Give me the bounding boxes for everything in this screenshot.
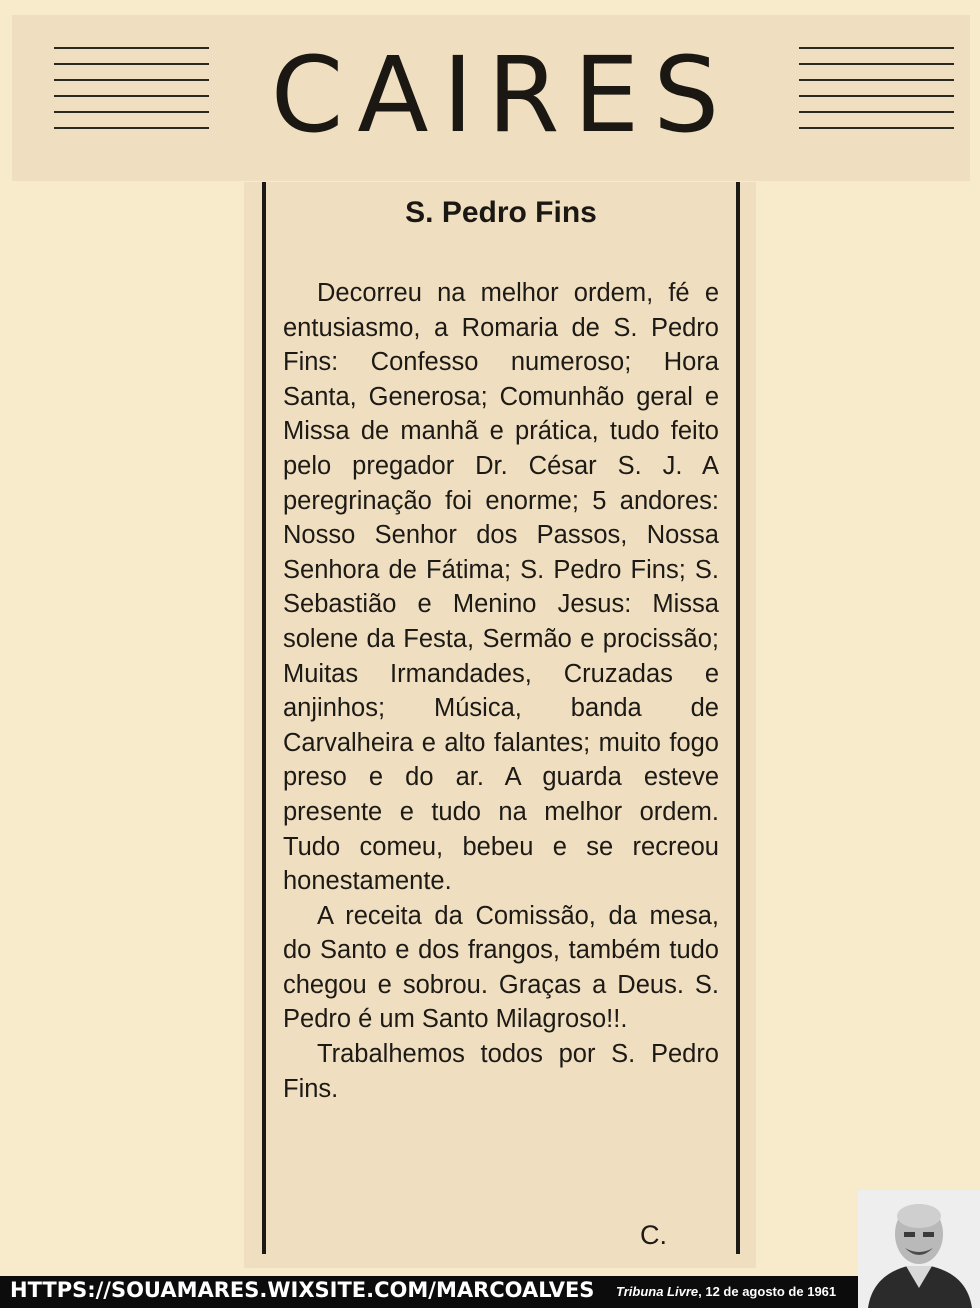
article-title: S. Pedro Fins xyxy=(405,196,597,229)
website-link[interactable]: HTTPS://SOUAMARES.WIXSITE.COM/MARCOALVES xyxy=(10,1278,595,1302)
column-rule-left xyxy=(262,182,266,1254)
banner-rule-right xyxy=(799,47,954,143)
article-body xyxy=(283,276,719,1106)
newspaper-section-banner xyxy=(12,15,970,181)
source-date: , 12 de agosto de 1961 xyxy=(698,1284,837,1299)
source-credit xyxy=(616,1284,836,1299)
column-rule-right xyxy=(736,182,740,1254)
article-paragraph: Decorreu na melhor ordem, fé e entusiasmo, a Romaria de S. Pedro Fins: Confesso numeroso; Hora Santa, Generosa; Comunhão geral e Missa de manhã e prática, tudo feito pelo pregador Dr. César S. J. A peregrinação foi enorme; 5 andores: Nosso Senhor dos Passos, Nossa Senhora de Fátima; S. Pedro Fins; S. Sebastião e Menino Jesus: Missa solene da Festa, Sermão e procissão; Muitas Irmandades, Cruzadas e anjinhos; Música, banda de Carvalheira e alto falantes; muito fogo preso e do ar. A guarda esteve presente e tudo na melhor ordem. Tudo comeu, bebeu e se recreou honestamente. xyxy=(283,279,719,896)
source-publication: Tribuna Livre xyxy=(616,1284,699,1299)
section-title: CAIRES xyxy=(270,34,734,156)
article-signature: C. xyxy=(640,1220,667,1250)
article-paragraph: A receita da Comissão, da mesa, do Santo e dos frangos, também tudo chegou e sobrou. Graças a Deus. S. Pedro é um Santo Milagroso!!. xyxy=(283,901,719,1034)
author-photo xyxy=(858,1190,980,1308)
banner-rule-left xyxy=(54,47,209,143)
article-paragraph: Trabalhemos todos por S. Pedro Fins. xyxy=(283,1040,719,1103)
author-photo-graphic xyxy=(858,1190,980,1308)
